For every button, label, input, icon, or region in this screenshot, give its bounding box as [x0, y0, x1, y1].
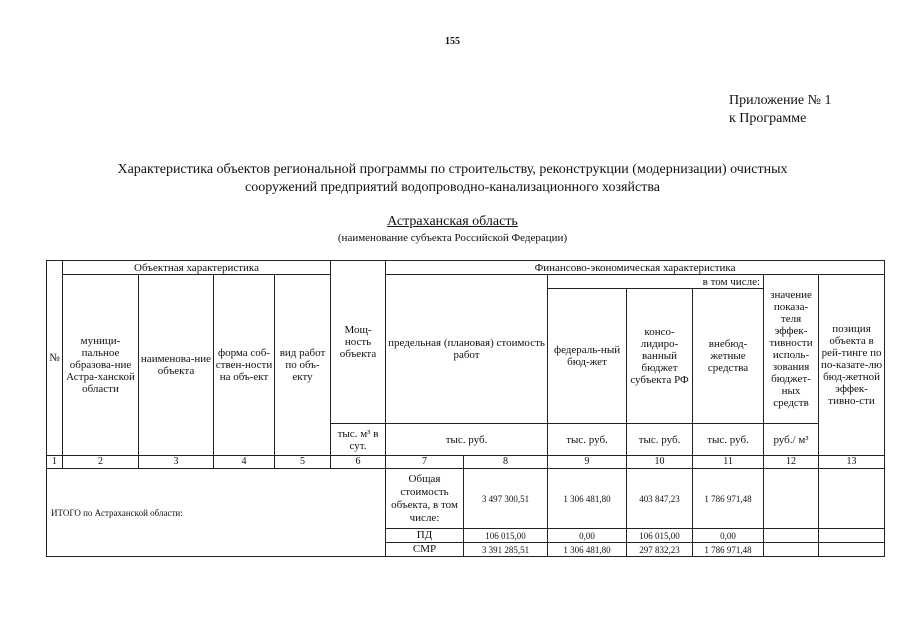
col-header-offbudget: внебюд-жетные средства	[693, 289, 764, 424]
cell-consolidated: 297 832,23	[627, 543, 693, 557]
col-number-7: 7	[386, 456, 464, 469]
col-header-ownership: форма соб-ствен-ности на объ-ект	[214, 275, 275, 456]
group-header-object: Объектная характеристика	[63, 261, 331, 275]
cell-indicator	[764, 469, 819, 529]
unit-federal: тыс. руб.	[548, 424, 627, 456]
cell-cost: 106 015,00	[464, 529, 548, 543]
unit-indicator: руб./ м³	[764, 424, 819, 456]
unit-cost: тыс. руб.	[386, 424, 548, 456]
including-label: в том числе:	[548, 275, 764, 289]
col-number-3: 3	[139, 456, 214, 469]
cell-indicator	[764, 529, 819, 543]
col-number-12: 12	[764, 456, 819, 469]
cell-rating	[819, 529, 885, 543]
col-number-8: 8	[464, 456, 548, 469]
col-header-cost: предельная (плановая) стоимость работ	[386, 275, 548, 424]
subject-name: Астраханская область	[387, 214, 518, 229]
unit-offbudget: тыс. руб.	[693, 424, 764, 456]
col-number-1: 1	[47, 456, 63, 469]
page-number: 155	[445, 36, 460, 47]
cell-rating	[819, 543, 885, 557]
col-number-11: 11	[693, 456, 764, 469]
col-number-5: 5	[275, 456, 331, 469]
row-label-pd: ПД	[386, 529, 464, 543]
col-number-2: 2	[63, 456, 139, 469]
col-number-9: 9	[548, 456, 627, 469]
col-header-municipality: муници-пальное образова-ние Астра-ханской области	[63, 275, 139, 456]
col-header-rating: позиция объекта в рей-тинге по по-казате-лю бюд-жетной эффек-тивно-сти	[819, 275, 885, 456]
table-row	[47, 469, 885, 529]
col-number-10: 10	[627, 456, 693, 469]
col-header-work-type: вид работ по объ-екту	[275, 275, 331, 456]
col-header-object-name: наименова-ние объекта	[139, 275, 214, 456]
subject-note: (наименование субъекта Российской Федерации)	[337, 232, 568, 244]
unit-capacity: тыс. м³ в сут.	[331, 424, 386, 456]
cell-consolidated: 403 847,23	[627, 469, 693, 529]
total-label: ИТОГО по Астраханской области:	[47, 469, 386, 557]
col-header-num: №	[47, 261, 63, 456]
cell-federal: 1 306 481,80	[548, 469, 627, 529]
col-number-4: 4	[214, 456, 275, 469]
col-header-capacity: Мощ-ность объекта	[331, 261, 386, 424]
appendix-line-1: Приложение № 1	[729, 93, 832, 108]
cell-offbudget: 0,00	[693, 529, 764, 543]
cell-federal: 1 306 481,80	[548, 543, 627, 557]
cell-rating	[819, 469, 885, 529]
col-header-federal: федераль-ный бюд-жет	[548, 289, 627, 424]
document-title	[60, 161, 845, 197]
characteristics-table	[46, 260, 885, 557]
group-header-finance: Финансово-экономическая характеристика	[386, 261, 885, 275]
cell-cost: 3 391 285,51	[464, 543, 548, 557]
col-number-6: 6	[331, 456, 386, 469]
cell-federal: 0,00	[548, 529, 627, 543]
row-label-total: Общая стоимость объекта, в том числе:	[386, 469, 464, 529]
cell-indicator	[764, 543, 819, 557]
row-label-smr: СМР	[386, 543, 464, 557]
appendix-note	[729, 92, 832, 128]
cell-offbudget: 1 786 971,48	[693, 543, 764, 557]
title-line-1: Характеристика объектов региональной программы по строительству, реконструкции (модернизации) очистных	[117, 162, 788, 177]
unit-consolidated: тыс. руб.	[627, 424, 693, 456]
col-header-consolidated: консо-лидиро-ванный бюджет субъекта РФ	[627, 289, 693, 424]
title-line-2: сооружений предприятий водопроводно-канализационного хозяйства	[245, 180, 660, 195]
appendix-line-2: к Программе	[729, 111, 807, 126]
col-number-13: 13	[819, 456, 885, 469]
cell-cost: 3 497 300,51	[464, 469, 548, 529]
cell-consolidated: 106 015,00	[627, 529, 693, 543]
col-header-indicator: значение показа-теля эффек-тивности исполь-зования бюджет-ных средств	[764, 275, 819, 424]
cell-offbudget: 1 786 971,48	[693, 469, 764, 529]
